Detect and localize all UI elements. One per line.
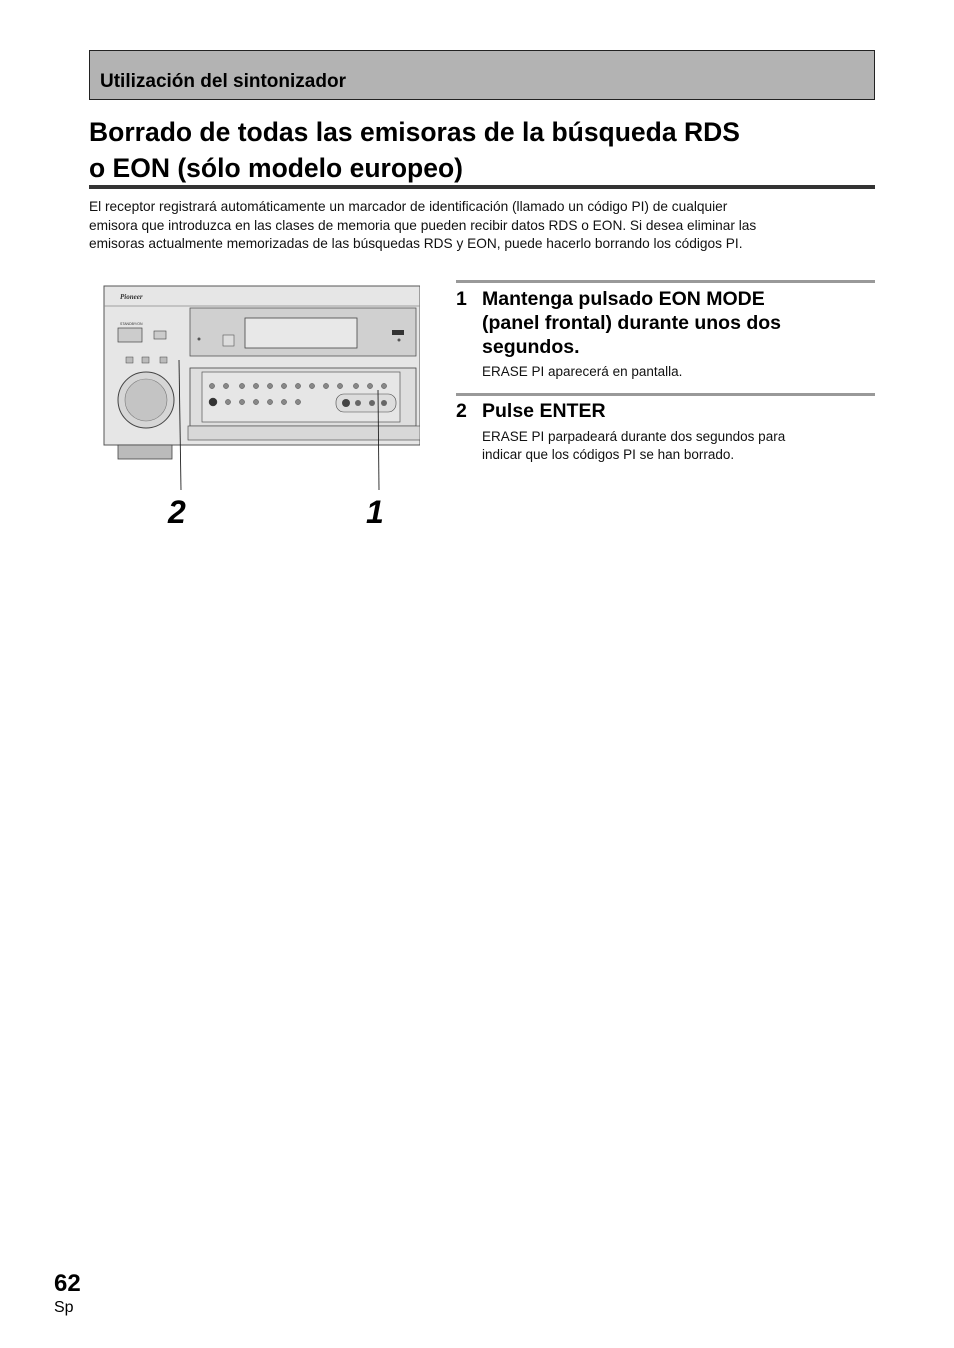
step-1-heading-line-3: segundos. [482, 336, 580, 358]
page-language-code: Sp [54, 1299, 74, 1316]
step-2-body-line-1: ERASE PI parpadeará durante dos segundos para [482, 429, 786, 444]
eon-mode-button [381, 383, 386, 388]
section-title: Utilización del sintonizador [100, 71, 346, 92]
standby-button [118, 328, 142, 342]
intro-paragraph [89, 198, 859, 254]
step-1-divider [456, 280, 875, 283]
title-divider [89, 185, 875, 189]
step-2-heading: Pulse ENTER [482, 400, 606, 422]
intro-line-2: emisora que introduzca en las clases de memoria que pueden recibir datos RDS o EON. Si desea eliminar las [89, 217, 757, 233]
step-2-body [482, 428, 862, 463]
step-2-divider [456, 393, 875, 396]
section-header-bar [89, 50, 875, 100]
receiver-illustration [100, 280, 420, 530]
step-1-heading-line-1: Mantenga pulsado EON MODE [482, 288, 765, 310]
step-1-heading [482, 287, 862, 359]
step-1-body: ERASE PI aparecerá en pantalla. [482, 364, 683, 379]
step-1-heading-line-2: (panel frontal) durante unos dos [482, 312, 782, 334]
page-title-line-1: Borrado de todas las emisoras de la búsqueda RDS [89, 117, 740, 147]
receiver-front-panel-figure [100, 280, 420, 530]
enter-button [160, 357, 167, 363]
callout-number-2: 2 [168, 494, 186, 530]
brand-logo: Pioneer [120, 293, 143, 301]
step-2-body-line-2: indicar que los códigos PI se han borrado. [482, 446, 735, 462]
step-1-number: 1 [456, 288, 467, 310]
page-title-line-2: o EON (sólo modelo europeo) [89, 153, 463, 183]
intro-line-3: emisoras actualmente memorizadas de las búsquedas RDS y EON, puede hacerlo borrando los códigos PI. [89, 236, 743, 251]
display-screen [245, 318, 357, 348]
page-number: 62 [54, 1270, 81, 1297]
step-2-number: 2 [456, 400, 467, 422]
standby-label: STANDBY/ON [120, 322, 143, 326]
intro-line-1: El receptor registrará automáticamente un marcador de identificación (llamado un código PI) de cualquier [89, 199, 728, 214]
small-button [154, 331, 166, 339]
callout-number-1: 1 [366, 494, 384, 530]
page-title [89, 114, 875, 186]
